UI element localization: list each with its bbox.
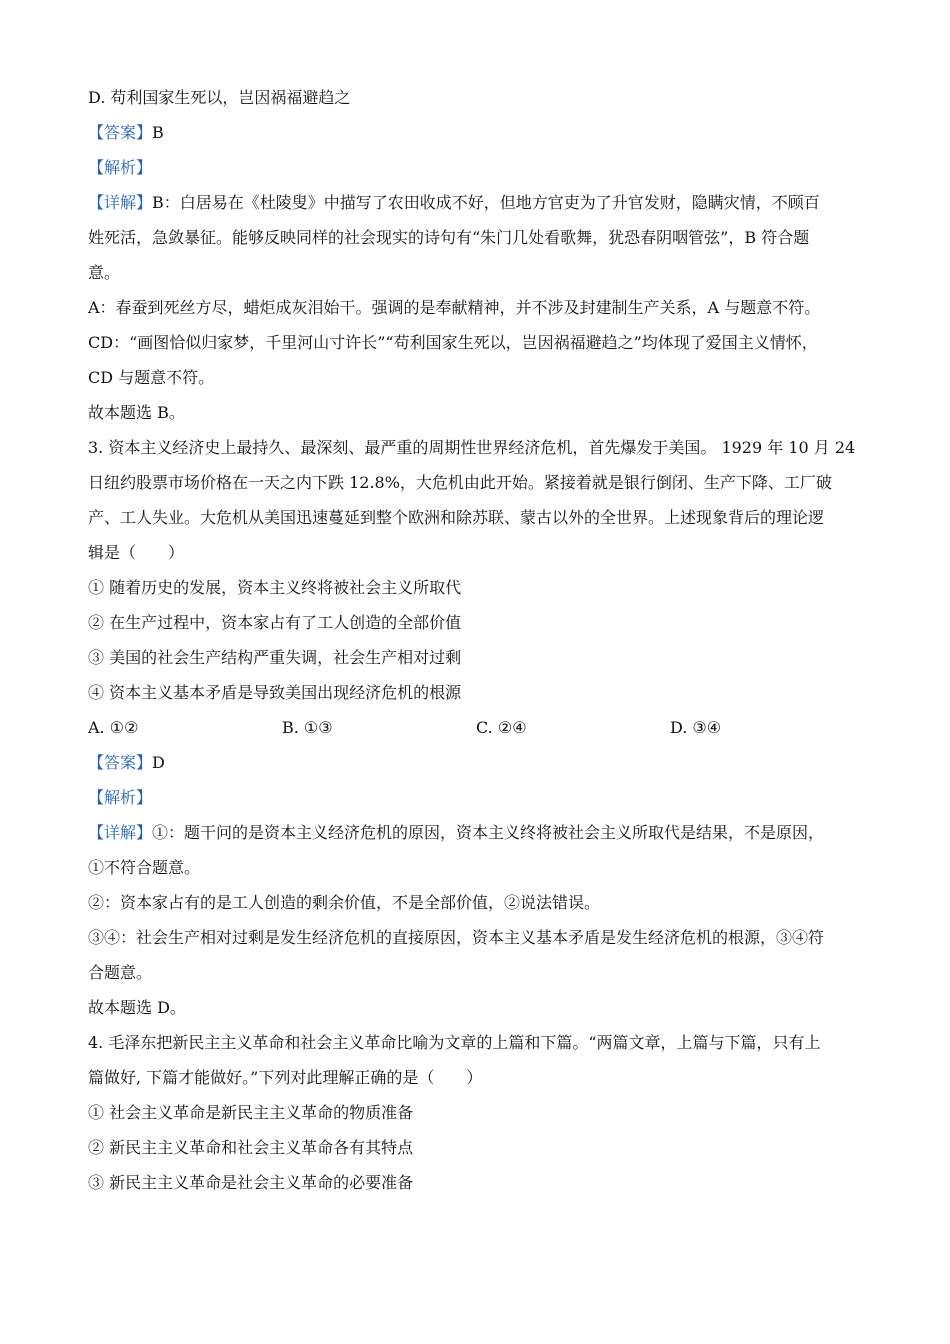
answer-value: D [152,753,165,772]
q3-option-b: B. ①③ [282,718,333,737]
q3-detail-line: ②：资本家占有的是工人创造的剩余价值，不是全部价值，②说法错误。 [88,893,601,912]
q2-option-a-explanation: A：春蚕到死丝方尽，蜡炬成灰泪始干。强调的是奉献精神，并不涉及封建制生产关系，A 与题意不符。 [88,298,821,317]
detail-text: ①：题干问的是资本主义经济危机的原因，资本主义终将被社会主义所取代是结果，不是原因， [152,823,825,842]
q3-detail-line: ③④：社会生产相对过剩是发生经济危机的直接原因，资本主义基本矛盾是发生经济危机的根源，③④符 [88,928,825,947]
q3-detail-line: 合题意。 [88,963,153,982]
q3-options [88,710,874,745]
q3-analysis-tag [88,780,874,815]
detail-tag: 【详解】 [88,193,153,212]
q4-statement: ① 社会主义革命是新民主主义革命的物质准备 [88,1103,414,1122]
q3-statement: ③ 美国的社会生产结构严重失调，社会生产相对过剩 [88,648,462,667]
q2-detail-line: 姓死活，急敛暴征。能够反映同样的社会现实的诗句有“朱门几处看歌舞，犹恐春阴咽管弦”，B 符合题 [88,228,810,247]
q4-statement: ③ 新民主主义革命是社会主义革命的必要准备 [88,1173,414,1192]
answer-tag: 【答案】 [88,123,153,142]
q3-statement: ② 在生产过程中，资本家占有了工人创造的全部价值 [88,613,462,632]
answer-tag: 【答案】 [88,753,153,772]
q4-statement: ② 新民主主义革命和社会主义革命各有其特点 [88,1138,414,1157]
q4-stem-line: 篇做好, 下篇才能做好。”下列对此理解正确的是（ ） [88,1068,483,1087]
q3-statement: ④ 资本主义基本矛盾是导致美国出现经济危机的根源 [88,683,462,702]
q2-conclusion: 故本题选 B。 [88,403,185,422]
q3-stem-line: 产、工人失业。大危机从美国迅速蔓延到整个欧洲和除苏联、蒙古以外的全世界。上述现象背后的理论逻 [88,508,825,527]
q3-stem-line: 辑是（ ） [88,543,185,562]
analysis-tag: 【解析】 [88,788,153,807]
q2-analysis-tag [88,150,874,185]
q2-detail-line [88,185,874,220]
q3-statement: ① 随着历史的发展，资本主义终将被社会主义所取代 [88,578,462,597]
q3-conclusion: 故本题选 D。 [88,998,186,1017]
q3-stem-line: 3. 资本主义经济史上最持久、最深刻、最严重的周期性世界经济危机，首先爆发于美国。 1929 年 10 月 24 [88,438,856,457]
q3-option-c: C. ②④ [476,718,527,737]
analysis-tag: 【解析】 [88,158,153,177]
q2-option-d: D. 苟利国家生死以，岂因祸福避趋之 [88,88,351,107]
q2-option-cd-explanation: CD：“画图恰似归家梦，千里河山寸许长”“苟利国家生死以，岂因祸福避趋之”均体现了爱国主义情怀， [88,333,818,352]
q2-answer [88,115,874,150]
q3-option-d: D. ③④ [670,718,722,737]
q2-option-cd-explanation: CD 与题意不符。 [88,368,215,387]
detail-text: B：白居易在《杜陵叟》中描写了农田收成不好，但地方官吏为了升官发财，隐瞒灾情，不顾百 [152,193,820,212]
detail-tag: 【详解】 [88,823,153,842]
q2-detail-line: 意。 [88,263,121,282]
q3-detail-line [88,815,874,850]
q3-detail-line: ①不符合题意。 [88,858,201,877]
answer-value: B [152,123,164,142]
q4-stem-line: 4. 毛泽东把新民主主义革命和社会主义革命比喻为文章的上篇和下篇。“两篇文章，上篇与下篇，只有上 [88,1033,821,1052]
q3-answer [88,745,874,780]
q3-stem-line: 日纽约股票市场价格在一天之内下跌 12.8%，大危机由此开始。紧接着就是银行倒闭、生产下降、工厂破 [88,473,832,492]
q3-option-a: A. ①② [88,718,139,737]
